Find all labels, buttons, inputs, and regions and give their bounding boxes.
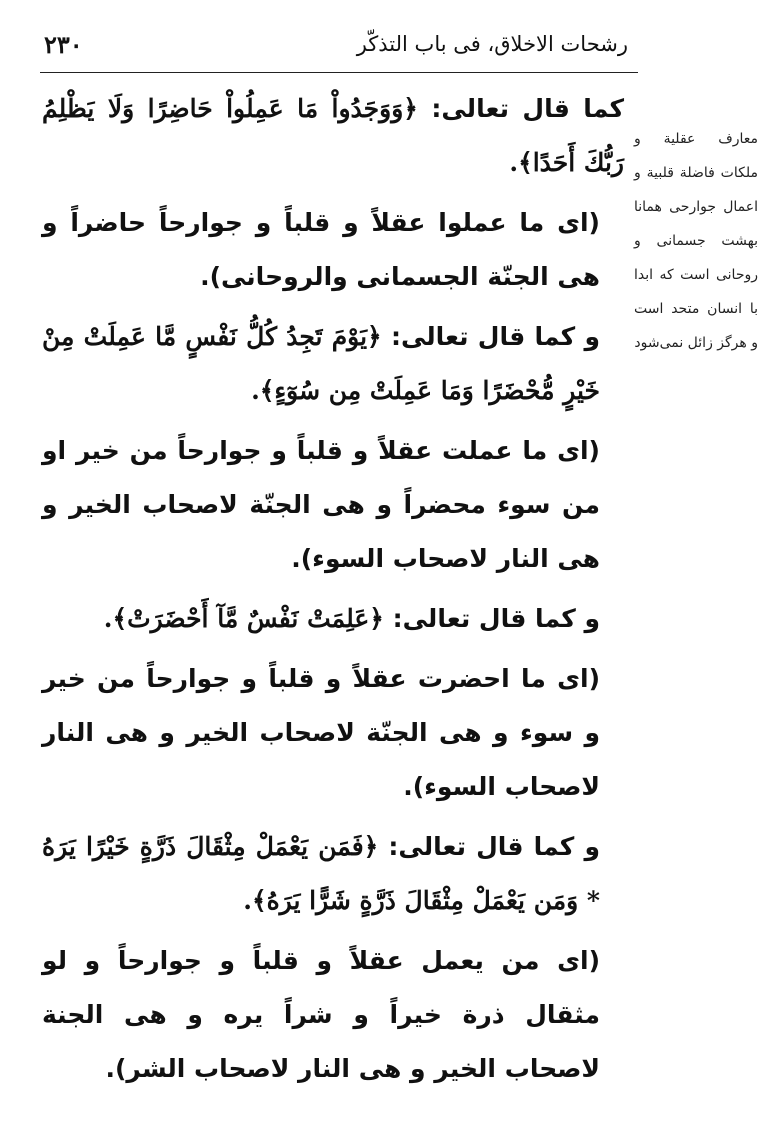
running-title: رشحات الاخلاق، فی باب التذکّر bbox=[356, 32, 628, 56]
quran-verse: ﴿عَلِمَتْ نَفْسٌ مَّآ أَحْضَرَتْ﴾. bbox=[103, 604, 384, 633]
page-header bbox=[40, 28, 628, 68]
quran-verse: ﴿وَوَجَدُواْ مَا عَمِلُواْ حَاضِرًا وَلَا يَظْلِمُ رَبُّكَ أَحَدًا﴾. bbox=[42, 94, 624, 177]
quran-citation-2 bbox=[42, 310, 624, 418]
commentary-3: (ای ما احضرت عقلاً و قلباً و جوارحاً من خیر و سوء و هی الجنّة لاصحاب الخیر و هی النار لاصحاب السوء). bbox=[42, 664, 600, 801]
margin-note: معارف عقلية و ملكات فاضلة قلبية و اعمال جوارحی همانا بهشت جسمانی و روحانی است که ابدا با انسان متحد است و هرگز زائل نمی‌شود bbox=[634, 131, 758, 351]
header-rule bbox=[40, 72, 638, 73]
citation-intro: و کما قال تعالی: bbox=[378, 832, 600, 861]
main-text bbox=[42, 82, 624, 1102]
citation-intro: کما قال تعالی: bbox=[417, 94, 624, 123]
citation-intro: و کما قال تعالی: bbox=[383, 604, 600, 633]
citation-intro: و کما قال تعالی: bbox=[381, 322, 600, 351]
quran-verse: ﴿فَمَن يَعْمَلْ مِثْقَالَ ذَرَّةٍ خَيْرًا يَرَهُ * وَمَن يَعْمَلْ مِثْقَالَ ذَرَّةٍ شَرًّا يَرَهُ﴾. bbox=[42, 832, 600, 915]
page-number: ۲۳۰ bbox=[44, 30, 83, 59]
quran-citation-3 bbox=[42, 592, 624, 646]
commentary-1: (ای ما عملوا عقلاً و قلباً و جوارحاً حاضراً و هی الجنّة الجسمانی والروحانی). bbox=[42, 208, 600, 291]
commentary-2: (ای ما عملت عقلاً و قلباً و جوارحاً من خیر او من سوء محضراً و هی الجنّة لاصحاب الخیر و هی النار لاصحاب السوء). bbox=[42, 436, 600, 573]
quran-verse: ﴿يَوْمَ تَجِدُ كُلُّ نَفْسٍ مَّا عَمِلَتْ مِنْ خَيْرٍ مُّحْضَرًا وَمَا عَمِلَتْ مِن سُوٓءٍ﴾. bbox=[42, 322, 600, 405]
quran-citation-1 bbox=[42, 82, 624, 190]
commentary-4: (ای من یعمل عقلاً و قلباً و جوارحاً و لو مثقال ذرة خیراً و شراً یره و هی الجنة لاصحاب الخیر و هی النار لاصحاب الشر). bbox=[42, 946, 600, 1083]
quran-citation-4 bbox=[42, 820, 624, 928]
